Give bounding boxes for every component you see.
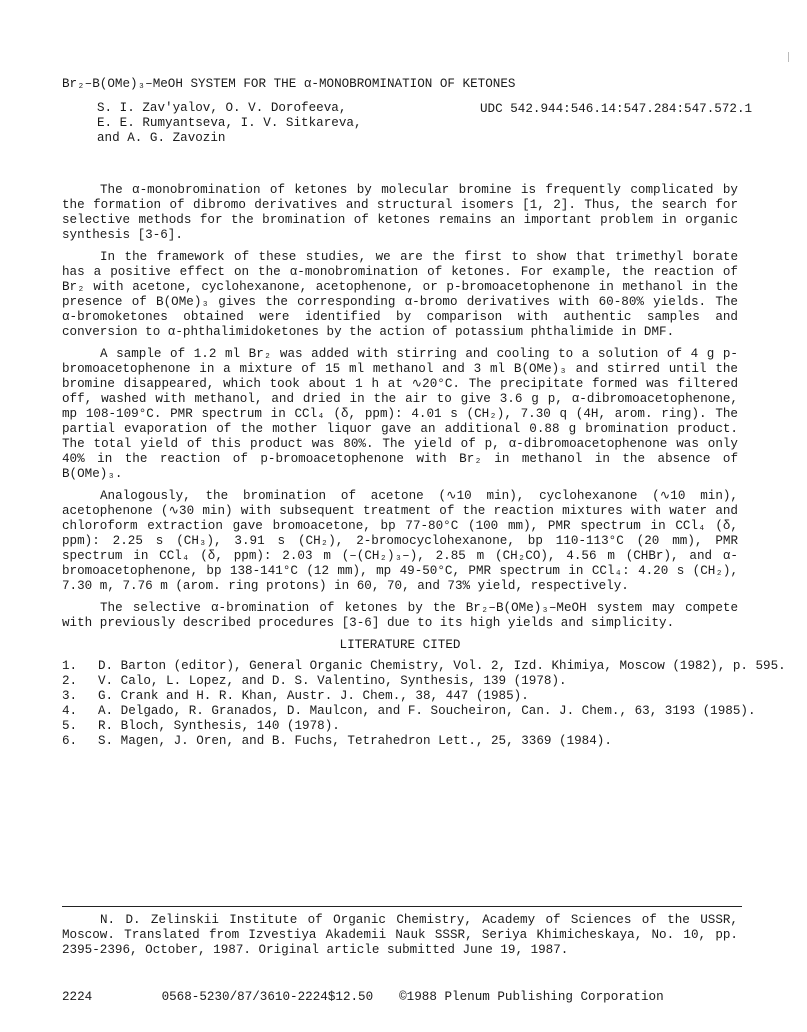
reference-number: 5. [62,719,78,733]
body-paragraph: Analogously, the bromination of acetone (∿10 min), cyclohexanone (∿10 min), acetophenone (∿30 min) with subsequent treatment of the reaction mixtures with water and chloroform extraction gave bromoacetone, bp 77-80°C (100 mm), PMR spectrum in CCl₄ (δ, ppm): 2.25 s (CH₃), 3.91 s (CH₂), 2-bromocyclohexanone, bp 110-113°C (20 mm), PMR spectrum in CCl₄ (δ, ppm): 2.03 m (–(CH₂)₃–), 2.85 m (CH₂CO), 4.56 m (CHBr), and α-bromoacetophenone, bp 138-141°C (12 mm), mp 49-50°C, PMR spectrum in CCl₄: 4.20 s (CH₂), 7.30 m, 7.76 m (arom. ring protons) in 60, 70, and 73% yield, respectively. [62,489,738,593]
affiliation-text: N. D. Zelinskii Institute of Organic Chemistry, Academy of Sciences of the USSR, Moscow. Translated from Izvestiya Akademii Nauk SSSR, Seriya Khimicheskaya, No. 10, pp. 2395-2396, October, 1987. Original article submitted June 19, 1987. [62,913,738,957]
reference-item [62,689,738,704]
reference-number: 1. [62,659,78,673]
reference-number: 6. [62,734,78,748]
author-line: S. I. Zav'yalov, O. V. Dorofeeva, [97,101,347,115]
reference-text: A. Delgado, R. Granados, D. Maulcon, and F. Soucheiron, Can. J. Chem., 63, 3193 (1985). [98,704,756,718]
reference-item [62,674,738,689]
reference-number: 3. [62,689,78,703]
reference-text: G. Crank and H. R. Khan, Austr. J. Chem., 38, 447 (1985). [98,689,529,703]
author-line: E. E. Rumyantseva, I. V. Sitkareva, [97,116,362,130]
reference-item [62,659,786,674]
body-paragraph: A sample of 1.2 ml Br₂ was added with stirring and cooling to a solution of 4 g p-bromoacetophenone in a mixture of 15 ml methanol and 3 ml B(OMe)₃ and stirred until the bromine disappeared, which took about 1 h at ∿20°C. The precipitate formed was filtered off, washed with methanol, and dried in the air to give 3.6 g p, α-dibromoacetophenone, mp 108-109°C. PMR spectrum in CCl₄ (δ, ppm): 4.01 s (CH₂), 7.30 q (4H, arom. ring). The partial evaporation of the mother liquor gave an additional 0.88 g bromination product. The total yield of this product was 80%. The yield of p, α-dibromoacetophenone was only 40% in the reaction of p-bromoacetophenone with Br₂ in methanol in the absence of B(OMe)₃. [62,347,738,481]
page-number: 2224 [62,990,93,1004]
body-paragraph: In the framework of these studies, we are the first to show that trimethyl borate has a positive effect on the α-monobromination of ketones. For example, the reaction of Br₂ with acetone, cyclohexanone, acetophenone, or p-bromoacetophenone in methanol in the presence of B(OMe)₃ gives the corresponding α-bromo derivatives with 60-80% yields. The α-bromoketones obtained were identified by comparison with authentic samples and conversion to α-phthalimidoketones by the action of potassium phthalimide in DMF. [62,250,738,339]
copyright-notice: ©1988 Plenum Publishing Corporation [399,990,664,1004]
reference-text: S. Magen, J. Oren, and B. Fuchs, Tetrahedron Lett., 25, 3369 (1984). [98,734,612,748]
page-footer [62,990,738,1005]
body-paragraph: The selective α-bromination of ketones by the Br₂–B(OMe)₃–MeOH system may compete with previously described procedures [3-6] due to its high yields and simplicity. [62,601,738,630]
reference-item [62,704,756,719]
affiliation-note [62,913,738,958]
reference-list [62,659,786,749]
scan-mark [788,52,789,62]
reference-text: D. Barton (editor), General Organic Chemistry, Vol. 2, Izd. Khimiya, Moscow (1982), p. 595. [98,659,786,673]
reference-number: 2. [62,674,78,688]
article-title: Br₂–B(OMe)₃–MeOH SYSTEM FOR THE α-MONOBROMINATION OF KETONES [62,77,516,91]
author-line: and A. G. Zavozin [97,131,226,145]
body-paragraph: The α-monobromination of ketones by molecular bromine is frequently complicated by the formation of dibromo derivatives and structural isomers [1, 2]. Thus, the search for selective methods for the bromination of ketones remains an important problem in organic synthesis [3-6]. [62,183,738,242]
literature-heading: LITERATURE CITED [339,638,461,652]
reference-item [62,719,738,734]
author-list [97,101,362,146]
udc-code: UDC 542.944:546.14:547.284:547.572.1 [480,102,753,116]
reference-number: 4. [62,704,78,718]
footnote-divider [62,906,742,907]
reference-text: V. Calo, L. Lopez, and D. S. Valentino, Synthesis, 139 (1978). [98,674,567,688]
reference-item [62,734,738,749]
article-code: 0568-5230/87/3610-2224$12.50 [161,990,374,1004]
reference-text: R. Bloch, Synthesis, 140 (1978). [98,719,340,733]
article-body [62,183,786,749]
